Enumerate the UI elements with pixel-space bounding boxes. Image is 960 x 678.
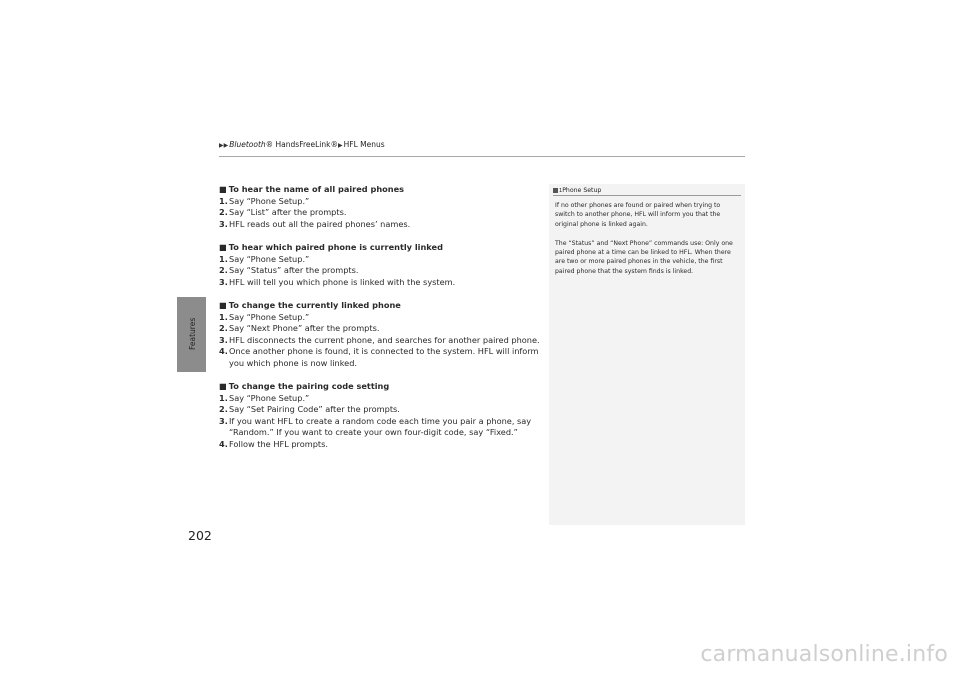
breadcrumb-part1-suffix[interactable]: ® HandsFreeLink® bbox=[265, 140, 338, 149]
step-number: 4. bbox=[219, 346, 228, 357]
breadcrumb-part1[interactable]: Bluetooth bbox=[229, 140, 266, 149]
step-text: Say “List” after the prompts. bbox=[229, 207, 347, 218]
sidebar-note bbox=[549, 184, 745, 525]
step-text: Say “Phone Setup.” bbox=[229, 392, 310, 403]
sidebar-heading-text: Phone Setup bbox=[562, 187, 602, 194]
breadcrumb-arrow-icon: ▶ bbox=[337, 142, 343, 149]
section-heading bbox=[219, 184, 544, 196]
sidebar-heading bbox=[553, 187, 741, 196]
section-heading-text: To change the currently linked phone bbox=[228, 299, 401, 310]
step-number: 3. bbox=[219, 218, 228, 229]
sidebar-body bbox=[555, 201, 741, 286]
step bbox=[219, 439, 544, 451]
main-content bbox=[219, 184, 544, 462]
step-number: 2. bbox=[219, 323, 228, 334]
sidebar-paragraph: The “Status” and “Next Phone” commands use: Only one paired phone at a time can be linked to HFL. When there are two or more paired phones in the vehicle, the first paired phone that the system finds is linked. bbox=[555, 239, 733, 275]
step-number: 1. bbox=[219, 392, 228, 403]
step-text: Once another phone is found, it is connected to the system. HFL will inform you which phone is now linked. bbox=[229, 346, 539, 368]
step-number: 4. bbox=[219, 439, 228, 450]
step-text: HFL will tell you which phone is linked with the system. bbox=[229, 276, 456, 287]
section-heading-text: To change the pairing code setting bbox=[228, 381, 390, 392]
step bbox=[219, 346, 544, 369]
step-text: Say “Set Pairing Code” after the prompts. bbox=[229, 404, 400, 415]
note-marker-icon bbox=[553, 188, 558, 193]
section bbox=[219, 242, 544, 288]
sidebar-paragraph: If no other phones are found or paired when trying to switch to another phone, HFL will inform you that the original phone is linked again. bbox=[555, 202, 721, 228]
step-text: Say “Phone Setup.” bbox=[229, 253, 310, 264]
step bbox=[219, 196, 544, 208]
square-bullet-icon: ■ bbox=[219, 241, 227, 252]
step bbox=[219, 416, 544, 439]
section-heading bbox=[219, 242, 544, 254]
step-number: 2. bbox=[219, 404, 228, 415]
step-number: 1. bbox=[219, 311, 228, 322]
step-text: Say “Phone Setup.” bbox=[229, 311, 310, 322]
step-number: 1. bbox=[219, 195, 228, 206]
breadcrumb-arrow-icon: ▶▶ bbox=[219, 142, 229, 149]
square-bullet-icon: ■ bbox=[219, 299, 227, 310]
section-heading-text: To hear the name of all paired phones bbox=[228, 184, 405, 194]
step-text: Say “Phone Setup.” bbox=[229, 195, 310, 206]
step-number: 3. bbox=[219, 276, 228, 287]
step-number: 3. bbox=[219, 334, 228, 345]
step bbox=[219, 323, 544, 335]
step-text: HFL disconnects the current phone, and searches for another paired phone. bbox=[229, 334, 540, 345]
step bbox=[219, 404, 544, 416]
step bbox=[219, 277, 544, 289]
step bbox=[219, 312, 544, 324]
step-text: Follow the HFL prompts. bbox=[229, 439, 328, 450]
step bbox=[219, 219, 544, 231]
step-number: 2. bbox=[219, 265, 228, 276]
page-number: 202 bbox=[188, 528, 212, 543]
note-marker-number: 1 bbox=[559, 188, 563, 194]
step bbox=[219, 265, 544, 277]
step-text: Say “Status” after the prompts. bbox=[229, 265, 359, 276]
step-text: HFL reads out all the paired phones’ names. bbox=[229, 218, 411, 229]
section bbox=[219, 184, 544, 230]
step-text: Say “Next Phone” after the prompts. bbox=[229, 323, 380, 334]
header-divider bbox=[219, 156, 745, 157]
breadcrumb-part2[interactable]: HFL Menus bbox=[343, 140, 385, 149]
step-number: 2. bbox=[219, 207, 228, 218]
section bbox=[219, 381, 544, 451]
step bbox=[219, 254, 544, 266]
step bbox=[219, 335, 544, 347]
section bbox=[219, 300, 544, 370]
section-heading bbox=[219, 300, 544, 312]
step bbox=[219, 393, 544, 405]
square-bullet-icon: ■ bbox=[219, 381, 227, 392]
step bbox=[219, 207, 544, 219]
breadcrumb bbox=[219, 140, 385, 149]
section-heading bbox=[219, 381, 544, 393]
watermark: carmanualsonline.info bbox=[700, 642, 948, 667]
square-bullet-icon: ■ bbox=[219, 184, 227, 194]
step-text: If you want HFL to create a random code each time you pair a phone, say “Random.” If you want to create your own four-digit code, say “Fixed.” bbox=[229, 415, 532, 438]
step-number: 1. bbox=[219, 253, 228, 264]
section-heading-text: To hear which paired phone is currently linked bbox=[228, 241, 443, 252]
side-tab-label: Features bbox=[188, 317, 197, 350]
step-number: 3. bbox=[219, 415, 228, 426]
